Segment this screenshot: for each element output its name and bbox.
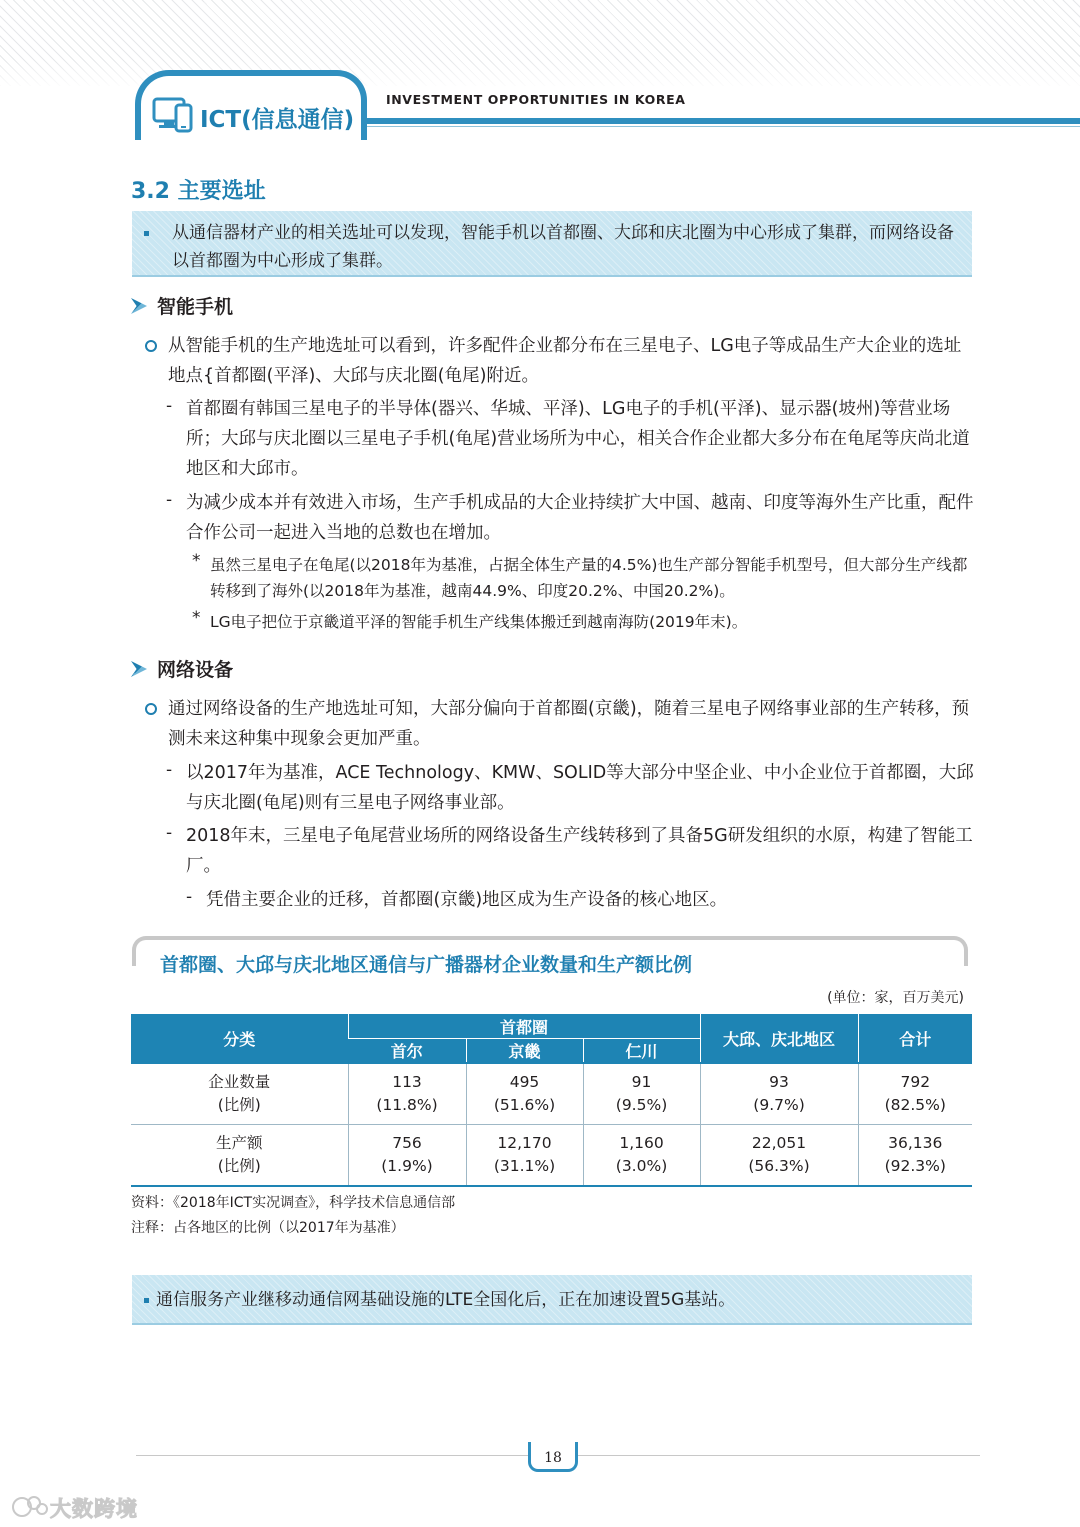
asterisk-marker: * <box>192 608 201 628</box>
table-header-seoul: 首尔 <box>348 1039 466 1064</box>
dash-marker: - <box>166 823 173 843</box>
data-table <box>131 1014 972 1187</box>
smartphone-paragraph: 从智能手机的生产地选址可以看到，许多配件企业都分布在三星电子、LG电子等成品生产大企业的选址地点{首都圈(平泽)、大邱与庆北圈(龟尾)附近。 <box>168 336 962 386</box>
dash-marker: - <box>166 760 173 780</box>
table-row <box>131 1125 972 1187</box>
table-cell: 113 (11.8%) <box>348 1063 466 1125</box>
header-title: ICT(信息通信) <box>200 107 355 133</box>
smartphone-heading-text: 智能手机 <box>157 296 234 318</box>
smartphone-dash-1: 首都圈有韩国三星电子的半导体(器兴、华城、平泽)、LG电子的手机(平泽)、显示器(坡州)等营业场所；大邱与庆北圈以三星电子手机(龟尾)营业场所为中心，相关合作企业都大多分布在龟尾等庆尚北道地区和大邱市。 <box>186 399 970 479</box>
smartphone-heading <box>131 292 233 319</box>
table-cell: 36,136 (92.3%) <box>858 1125 972 1187</box>
bottom-summary-box <box>132 1275 972 1325</box>
smartphone-dash-2: 为减少成本并有效进入市场，生产手机成品的大企业持续扩大中国、越南、印度等海外生产比重，配件合作公司一起进入当地的总数也在增加。 <box>186 493 974 543</box>
table-cell: 495 (51.6%) <box>466 1063 583 1125</box>
table-cell: 1,160 (3.0%) <box>583 1125 700 1187</box>
dash-marker: - <box>186 887 193 907</box>
table-cell: 22,051 (56.3%) <box>700 1125 858 1187</box>
network-dash-3: 凭借主要企业的迁移，首都圈(京畿)地区成为生产设备的核心地区。 <box>206 890 728 910</box>
table-unit: (单位：家，百万美元) <box>827 990 964 1006</box>
table-header-total: 合计 <box>858 1014 972 1063</box>
smartphone-note-1: 虽然三星电子在龟尾(以2018年为基准，占据全体生产量的4.5%)也生产部分智能手机型号，但大部分生产线都转移到了海外(以2018年为基准，越南44.9%、印度20.2%、中国20.2%)。 <box>210 556 968 600</box>
watermark-text: 大数跨境 <box>50 1497 138 1521</box>
dash-marker: - <box>166 490 173 510</box>
monitor-phone-icon <box>152 93 194 133</box>
header-rule <box>367 118 1080 124</box>
table-header-capital: 首都圈 <box>348 1014 700 1039</box>
circle-bullet-icon <box>145 340 157 352</box>
table-cell: 93 (9.7%) <box>700 1063 858 1125</box>
table-cell: 12,170 (31.1%) <box>466 1125 583 1187</box>
table-note: 注释：占各地区的比例（以2017年为基准） <box>131 1220 405 1236</box>
watermark-logo-icon <box>10 1491 50 1523</box>
square-bullet-icon <box>144 231 149 236</box>
table-header-incheon: 仁川 <box>583 1039 700 1064</box>
table-source: 资料：《2018年ICT实况调查》，科学技术信息通信部 <box>131 1195 456 1211</box>
circle-bullet-icon <box>145 703 157 715</box>
row-label: 生产额 (比例) <box>131 1125 348 1187</box>
network-heading <box>131 655 233 682</box>
row-label: 企业数量 (比例) <box>131 1063 348 1125</box>
bottom-summary-text: 通信服务产业继移动通信网基础设施的LTE全国化后，正在加速设置5G基站。 <box>156 1290 736 1310</box>
section-title: 3.2 主要选址 <box>131 179 266 204</box>
page-number: 18 <box>544 1450 562 1466</box>
section-summary-box <box>132 211 972 277</box>
dash-marker: - <box>166 396 173 416</box>
arrow-bullet-icon <box>131 298 147 314</box>
network-dash-2: 2018年末，三星电子龟尾营业场所的网络设备生产线转移到了具备5G研发组织的水原，构建了智能工厂。 <box>186 826 973 876</box>
network-dash-1: 以2017年为基准，ACE Technology、KMW、SOLID等大部分中坚企业、中小企业位于首都圈，大邱与庆北圈(龟尾)则有三星电子网络事业部。 <box>186 763 974 813</box>
network-paragraph: 通过网络设备的生产地选址可知，大部分偏向于首都圈(京畿)，随着三星电子网络事业部的生产转移，预测未来这种集中现象会更加严重。 <box>168 699 970 749</box>
header-subtitle: INVESTMENT OPPORTUNITIES IN KOREA <box>386 92 686 107</box>
table-header-category: 分类 <box>131 1014 348 1063</box>
asterisk-marker: * <box>192 551 201 571</box>
arrow-bullet-icon <box>131 661 147 677</box>
table-cell: 792 (82.5%) <box>858 1063 972 1125</box>
table-header-gyeonggi: 京畿 <box>466 1039 583 1064</box>
table-cell: 91 (9.5%) <box>583 1063 700 1125</box>
network-heading-text: 网络设备 <box>157 659 234 681</box>
table-row <box>131 1063 972 1125</box>
square-bullet-icon <box>144 1298 149 1303</box>
table-caption: 首都圈、大邱与庆北地区通信与广播器材企业数量和生产额比例 <box>160 950 700 977</box>
section-summary-text: 从通信器材产业的相关选址可以发现，智能手机以首都圈、大邱和庆北圈为中心形成了集群，而网络设备以首都圈为中心形成了集群。 <box>172 223 954 271</box>
header-rule-thin <box>367 126 1080 127</box>
table-cell: 756 (1.9%) <box>348 1125 466 1187</box>
smartphone-note-2: LG电子把位于京畿道平泽的智能手机生产线集体搬迁到越南海防(2019年末)。 <box>210 613 748 631</box>
table-header-daegu: 大邱、庆北地区 <box>700 1014 858 1063</box>
